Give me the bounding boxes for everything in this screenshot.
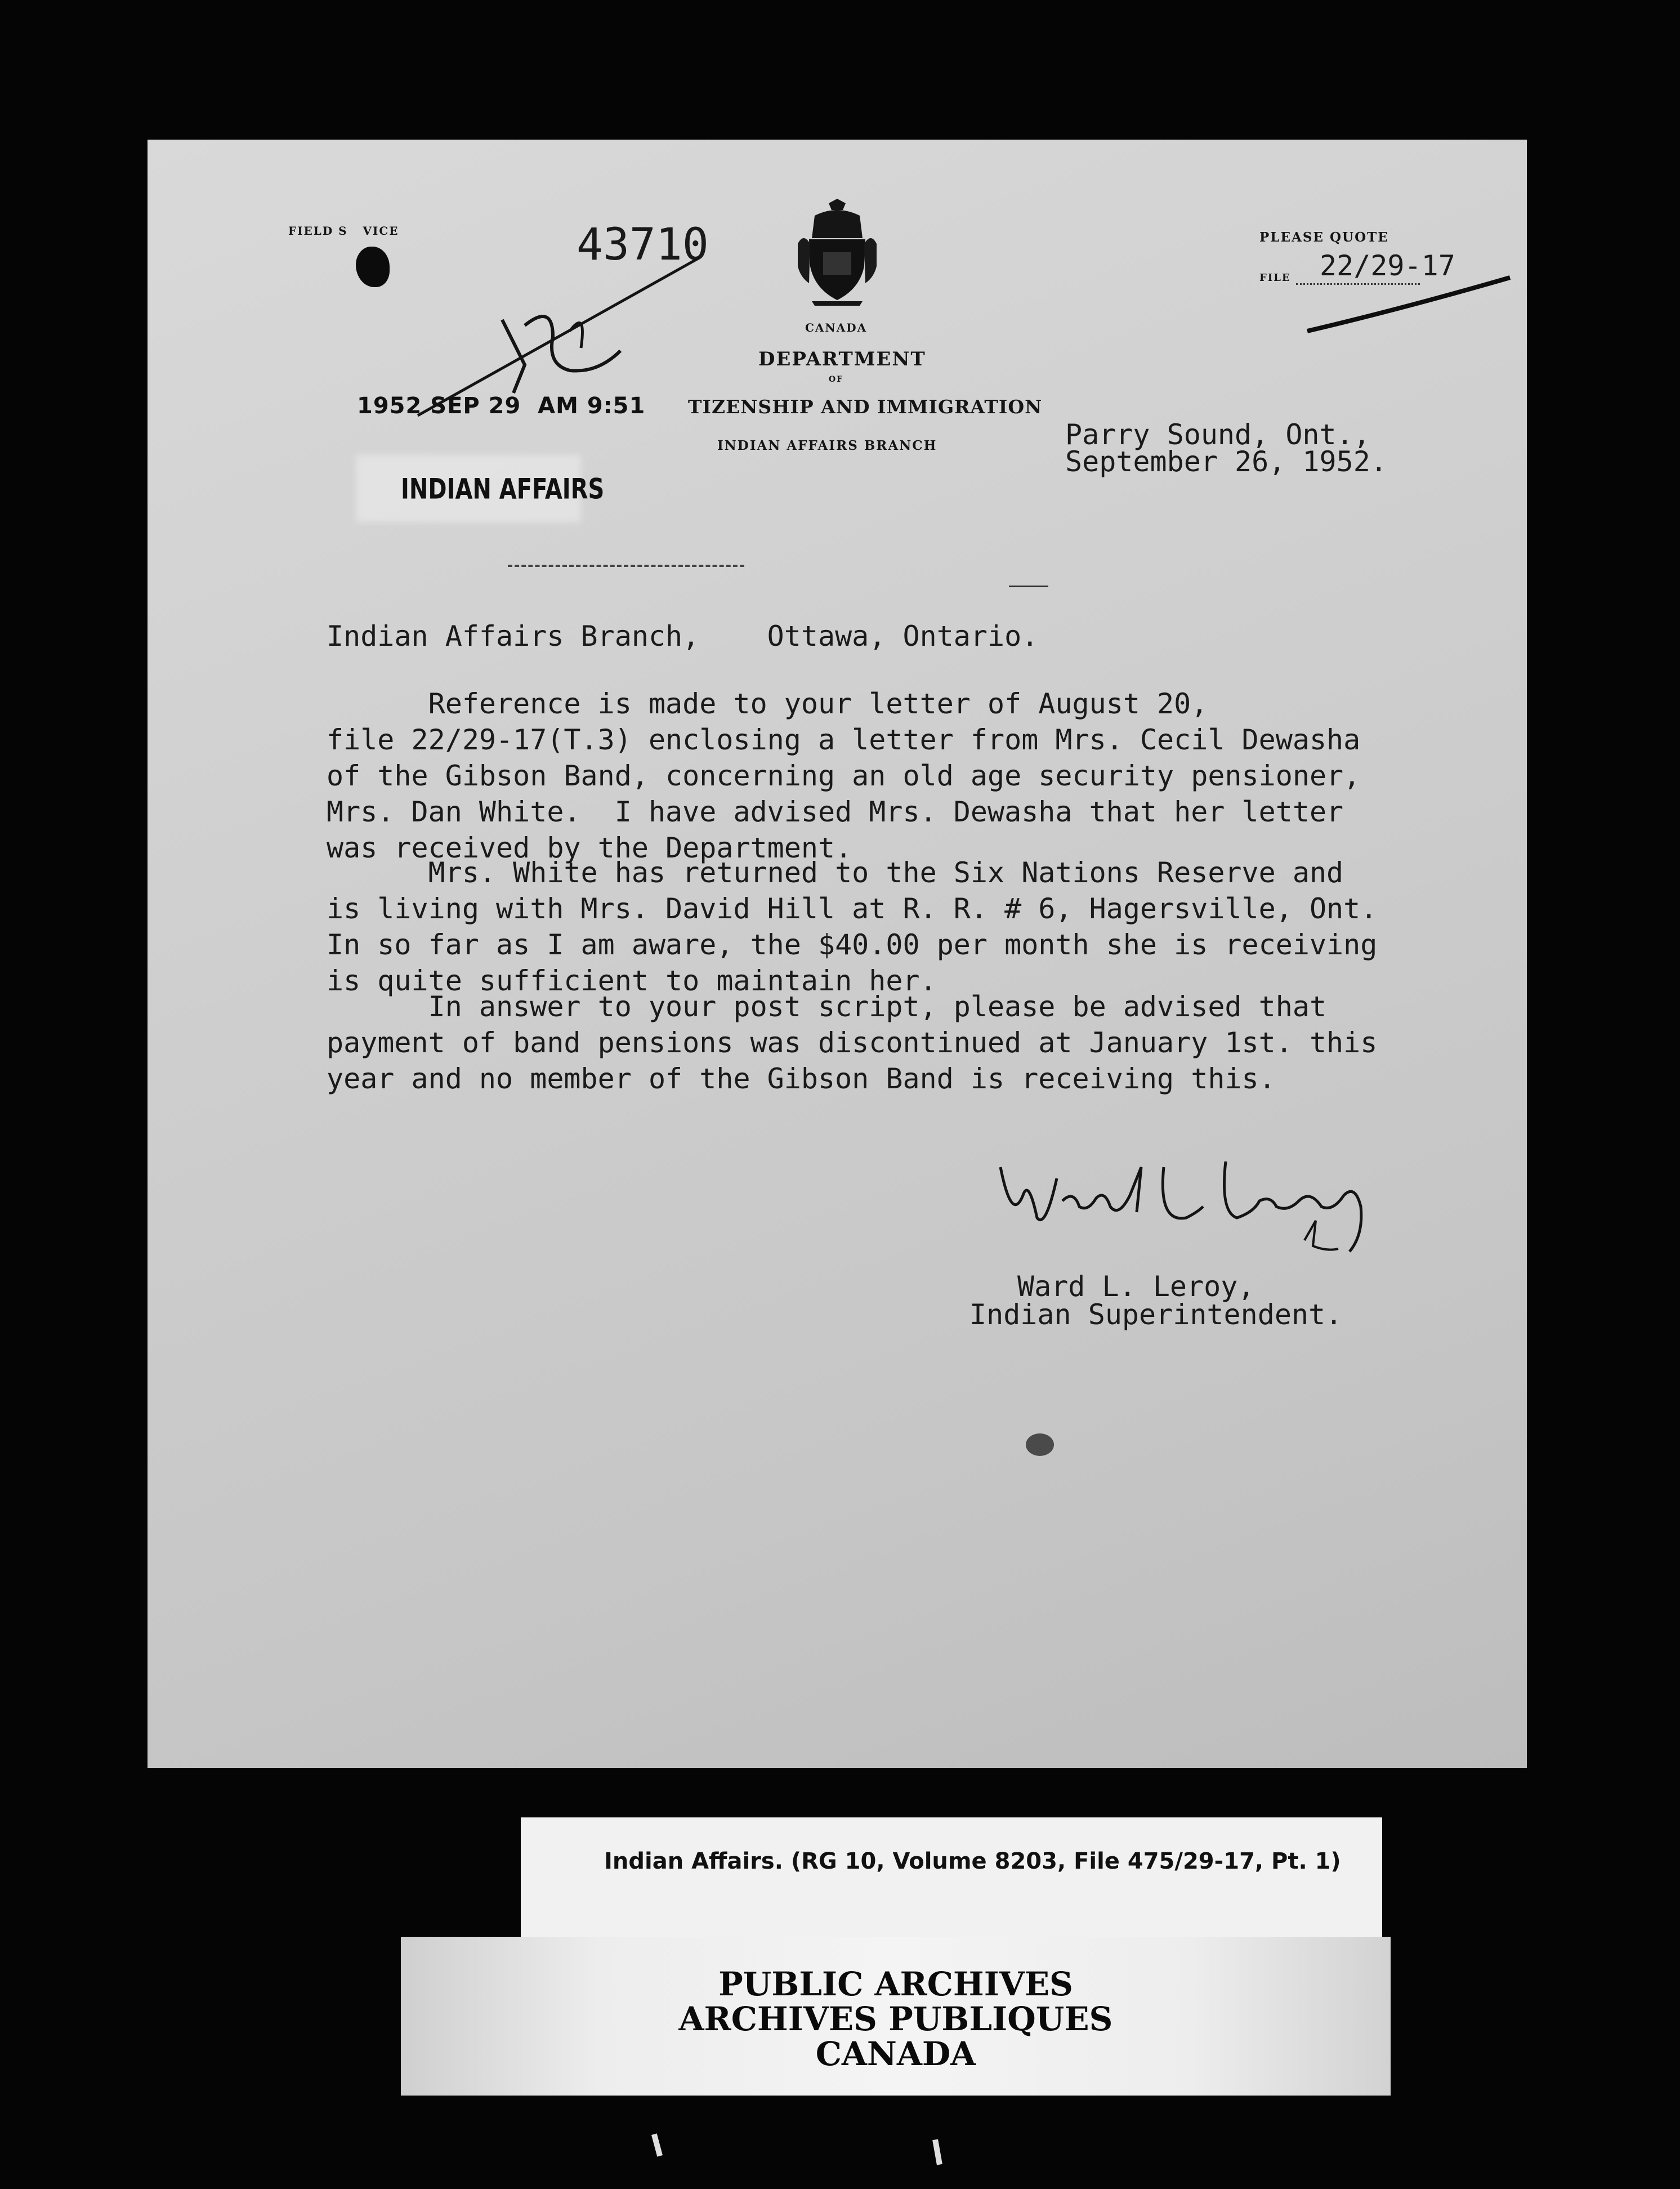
department-heading: DEPARTMENT (758, 348, 926, 370)
letter-date: September 26, 1952. (1065, 445, 1387, 478)
canada-caption: CANADA (805, 321, 868, 334)
handwritten-signature (989, 1145, 1411, 1257)
file-number: 22/29-17 (1320, 249, 1455, 282)
signer-title: Indian Superintendent. (969, 1298, 1343, 1331)
film-mark-right (932, 2139, 942, 2165)
file-label: FILE (1259, 272, 1291, 284)
department-of: OF (829, 375, 844, 384)
archive-citation: Indian Affairs. (RG 10, Volume 8203, File 475/29-17, Pt. 1) (604, 1848, 1341, 1874)
department-citizenship: TIZENSHIP AND IMMIGRATION (688, 396, 1043, 418)
file-strike-mark (1302, 275, 1516, 337)
letter-sheet (148, 140, 1527, 1768)
public-archives-label (401, 1937, 1391, 2096)
archive-citation-label (521, 1817, 1382, 1944)
public-archives-line2: ARCHIVES PUBLIQUES (678, 2000, 1113, 2038)
film-mark-left (651, 2133, 663, 2156)
stamp-underline-dashes (508, 565, 744, 567)
field-service-label: FIELD S VICE (288, 224, 399, 238)
letter-paragraph-3: In answer to your post script, please be advised that payment of band pensions was discontinued at January 1st. this year and no member of the Gibson Band is receiving this. (327, 990, 1378, 1095)
letter-paragraph-2: Mrs. White has returned to the Six Nations Reserve and is living with Mrs. David Hill at R. R. # 6, Hagersville, Ont. In so far as I am aware, the $40.00 per month she is receiving is quite sufficient to maintain her. (327, 856, 1378, 997)
please-quote-label: PLEASE QUOTE (1259, 230, 1389, 245)
small-ink-blot (1026, 1433, 1054, 1456)
stamp-small-dash (1009, 586, 1048, 587)
signer-name: Ward L. Leroy, (1017, 1270, 1255, 1303)
indian-affairs-stamp: INDIAN AFFAIRS (401, 473, 605, 506)
public-archives-line1: PUBLIC ARCHIVES (718, 1965, 1073, 2003)
coat-of-arms-icon (798, 199, 877, 306)
registry-number: 43710 (577, 220, 709, 270)
letter-paragraph-1: Reference is made to your letter of August 20, file 22/29-17(T.3) enclosing a letter from Mrs. Cecil Dewasha of the Gibson Band, concerning an old age security pensioner, Mrs. Dan White. I have advised Mrs. Dewasha that her letter was received by the Department. (327, 687, 1361, 864)
indian-affairs-branch-heading: INDIAN AFFAIRS BRANCH (717, 438, 937, 453)
public-archives-line3: CANADA (815, 2035, 976, 2073)
letter-place: Parry Sound, Ont., (1065, 418, 1370, 451)
letter-addressee: Indian Affairs Branch, Ottawa, Ontario. (327, 620, 1039, 653)
received-date-stamp: 1952 SEP 29 AM 9:51 (357, 393, 646, 419)
